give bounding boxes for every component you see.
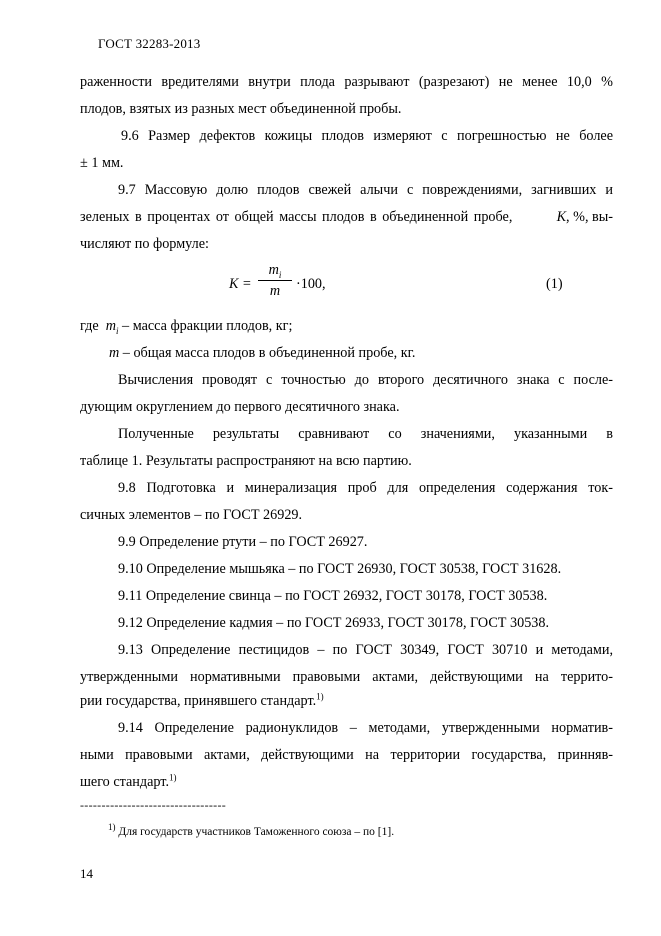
paragraph-line: таблице 1. Результаты распространяют на всю партию. [80, 453, 412, 469]
formula-fraction [258, 262, 292, 300]
where-prefix: где [80, 318, 99, 334]
formula-numerator: m [268, 262, 279, 278]
formula-denominator: m [269, 283, 281, 299]
footnote-ref[interactable]: 1) [169, 772, 177, 783]
paragraph-line: 9.7 Массовую долю плодов свежей алычи с повреждениями, загнивших и [118, 182, 613, 198]
paragraph-line: плодов, взятых из разных мест объединенной пробы. [80, 101, 402, 117]
formula-numerator-sub: i [278, 269, 282, 280]
paragraph-line [80, 209, 613, 226]
formula-number: (1) [546, 276, 563, 292]
where-desc1: – масса фракции плодов, кг; [122, 318, 293, 334]
page-number: 14 [80, 866, 93, 881]
where-var1-sub: i [115, 325, 119, 336]
paragraph-line [80, 693, 324, 710]
paragraph-line: Полученные результаты сравнивают со значениями, указанными в [118, 426, 613, 442]
formula-lhs: K = [229, 276, 252, 292]
line-text-tail [557, 209, 613, 226]
paragraph-line: 9.9 Определение ртути – по ГОСТ 26927. [118, 534, 368, 550]
where-line-1 [80, 318, 292, 335]
paragraph-line: ными правовыми актами, действующими на территории государства, принняв- [80, 747, 613, 763]
document-header: ГОСТ 32283-2013 [98, 36, 201, 51]
paragraph-line: 9.14 Определение радионуклидов – методами, утвержденными норматив- [118, 720, 613, 736]
formula-rhs: ·100, [296, 276, 326, 292]
paragraph-line: 9.11 Определение свинца – по ГОСТ 26932, ГОСТ 30178, ГОСТ 30538. [118, 588, 548, 604]
line-text: шего стандарт. [80, 774, 169, 790]
variable-k: K [556, 209, 567, 225]
paragraph-line: числяют по формуле: [80, 236, 209, 252]
footnote [108, 822, 395, 838]
footnote-marker: 1) [108, 822, 116, 833]
paragraph-line: сичных элементов – по ГОСТ 26929. [80, 507, 303, 523]
where-desc2: – общая масса плодов в объединенной пробе, кг. [122, 345, 416, 361]
where-var1: m [105, 318, 116, 334]
where-line-2 [109, 345, 415, 362]
paragraph-line: 9.6 Размер дефектов кожицы плодов измеряют с погрешностью не более [121, 128, 613, 144]
line-text: зеленых в процентах от общей массы плодов в объединенной пробе, [80, 209, 513, 225]
footnote-separator: ---------------------------------- [80, 798, 227, 812]
line-suffix: , %, вы- [566, 209, 613, 225]
paragraph-line: утвержденными нормативными правовыми актами, действующими на террито- [80, 669, 613, 685]
fraction-bar [258, 280, 292, 281]
paragraph-line: ± 1 мм. [80, 155, 124, 171]
line-text: рии государства, принявшего стандарт. [80, 693, 317, 709]
paragraph-line: 9.8 Подготовка и минерализация проб для определения содержания ток- [118, 480, 613, 496]
paragraph-line: раженности вредителями внутри плода разрывают (разрезают) не менее 10,0 % [80, 74, 613, 90]
paragraph-line: дующим округлением до первого десятичного знака. [80, 399, 400, 415]
footnote-text: Для государств участников Таможенного союза – по [1]. [118, 826, 395, 838]
footnote-ref[interactable]: 1) [316, 691, 324, 702]
paragraph-line: 9.10 Определение мышьяка – по ГОСТ 26930, ГОСТ 30538, ГОСТ 31628. [118, 561, 562, 577]
paragraph-line: Вычисления проводят с точностью до второго десятичного знака с после- [118, 372, 613, 388]
paragraph-line: 9.13 Определение пестицидов – по ГОСТ 30349, ГОСТ 30710 и методами, [118, 642, 613, 658]
paragraph-line: 9.12 Определение кадмия – по ГОСТ 26933, ГОСТ 30178, ГОСТ 30538. [118, 615, 550, 631]
paragraph-line [80, 774, 177, 791]
where-var2: m [109, 345, 120, 361]
